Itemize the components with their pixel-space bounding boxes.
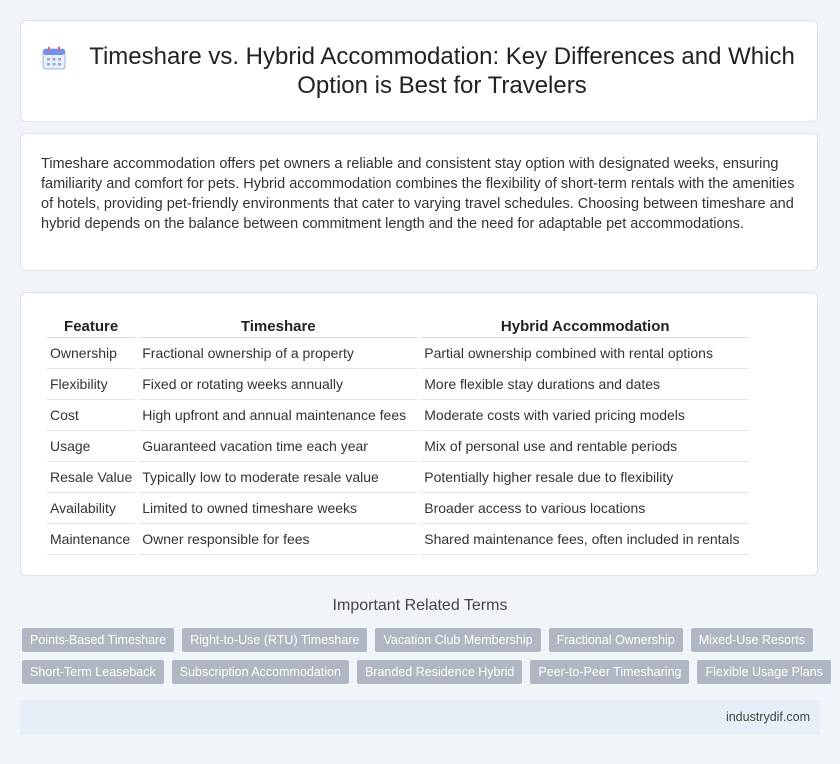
tag-right-to-use-timeshare[interactable]: Right-to-Use (RTU) Timeshare — [182, 628, 367, 652]
tag-subscription-accommodation[interactable]: Subscription Accommodation — [172, 660, 349, 684]
cell-hybrid: Shared maintenance fees, often included in rentals — [421, 524, 749, 555]
tag-fractional-ownership[interactable]: Fractional Ownership — [549, 628, 683, 652]
cell-hybrid: Potentially higher resale due to flexibility — [421, 462, 749, 493]
cell-timeshare: High upfront and annual maintenance fees — [139, 400, 417, 431]
table-row — [47, 524, 749, 555]
header-hybrid: Hybrid Accommodation — [421, 313, 749, 338]
related-terms-tags — [22, 628, 822, 692]
cell-feature: Availability — [47, 493, 135, 524]
cell-hybrid: Broader access to various locations — [421, 493, 749, 524]
title-card — [20, 20, 818, 122]
tag-short-term-leaseback[interactable]: Short-Term Leaseback — [22, 660, 164, 684]
header-timeshare: Timeshare — [139, 313, 417, 338]
cell-feature: Flexibility — [47, 369, 135, 400]
cell-hybrid: More flexible stay durations and dates — [421, 369, 749, 400]
cell-hybrid: Moderate costs with varied pricing models — [421, 400, 749, 431]
page-title: Timeshare vs. Hybrid Accommodation: Key Differences and Which Option is Best for Travelers — [89, 43, 795, 99]
tag-row — [22, 628, 822, 652]
tag-vacation-club-membership[interactable]: Vacation Club Membership — [375, 628, 540, 652]
cell-timeshare: Fractional ownership of a property — [139, 338, 417, 369]
tag-row — [22, 660, 822, 684]
cell-feature: Ownership — [47, 338, 135, 369]
related-terms-heading: Important Related Terms — [332, 597, 508, 614]
comparison-table — [43, 313, 753, 555]
intro-card — [20, 133, 818, 271]
table-row — [47, 431, 749, 462]
cell-feature: Maintenance — [47, 524, 135, 555]
intro-paragraph: Timeshare accommodation offers pet owners a reliable and consistent stay option with designated weeks, ensuring familiarity and comfort for pets. Hybrid accommodation combines the flexibility of short-term rentals with the amenities of hotels, providing pet-friendly environments that cater to varying travel schedules. Choosing between timeshare and hybrid depends on the balance between commitment length and the need for adaptable pet accommodations. — [41, 156, 795, 232]
footer-site-link[interactable]: industrydif.com — [725, 710, 810, 724]
cell-timeshare: Typically low to moderate resale value — [139, 462, 417, 493]
cell-feature: Cost — [47, 400, 135, 431]
cell-hybrid: Mix of personal use and rentable periods — [421, 431, 749, 462]
tag-branded-residence-hybrid[interactable]: Branded Residence Hybrid — [357, 660, 522, 684]
comparison-card — [20, 292, 818, 576]
table-row — [47, 369, 749, 400]
header-feature: Feature — [47, 313, 135, 338]
table-row — [47, 400, 749, 431]
cell-feature: Usage — [47, 431, 135, 462]
cell-timeshare: Owner responsible for fees — [139, 524, 417, 555]
cell-timeshare: Guaranteed vacation time each year — [139, 431, 417, 462]
tag-points-based-timeshare[interactable]: Points-Based Timeshare — [22, 628, 174, 652]
cell-hybrid: Partial ownership combined with rental options — [421, 338, 749, 369]
tag-flexible-usage-plans[interactable]: Flexible Usage Plans — [697, 660, 830, 684]
cell-timeshare: Fixed or rotating weeks annually — [139, 369, 417, 400]
tag-mixed-use-resorts[interactable]: Mixed-Use Resorts — [691, 628, 813, 652]
calendar-icon — [41, 45, 67, 71]
table-header-row — [47, 313, 749, 338]
cell-feature: Resale Value — [47, 462, 135, 493]
tag-peer-to-peer-timesharing[interactable]: Peer-to-Peer Timesharing — [530, 660, 689, 684]
cell-timeshare: Limited to owned timeshare weeks — [139, 493, 417, 524]
table-row — [47, 462, 749, 493]
table-row — [47, 493, 749, 524]
table-row — [47, 338, 749, 369]
footer — [20, 700, 820, 734]
